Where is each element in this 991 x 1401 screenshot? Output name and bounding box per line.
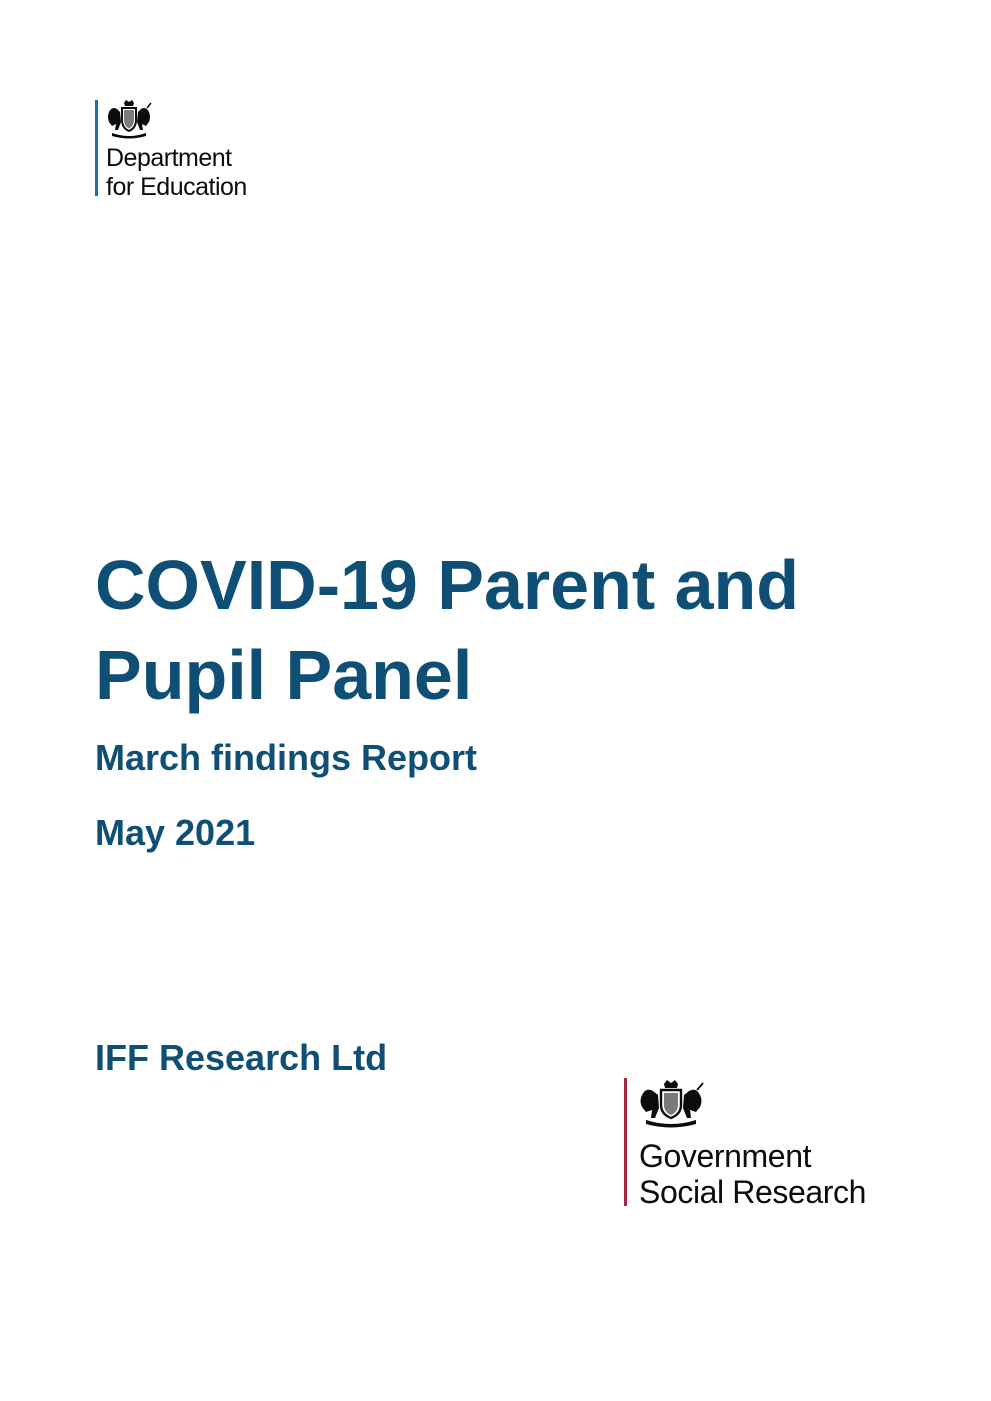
department-for-education-logo [95,100,295,200]
publication-date: May 2021 [95,812,256,853]
logo-text [639,1138,866,1210]
report-author: IFF Research Ltd [95,1037,388,1078]
report-title: COVID-19 Parent and Pupil Panel [95,546,800,714]
royal-coat-of-arms-icon [106,100,152,140]
logo-line-for-education: for Education [106,173,247,201]
logo-text [106,144,247,202]
government-social-research-logo [624,1078,914,1208]
logo-line-government: Government [639,1138,812,1174]
logo-line-social-research: Social Research [639,1174,867,1210]
report-subtitle: March findings Report [95,737,478,778]
royal-coat-of-arms-icon [638,1080,704,1128]
logo-divider-bar [624,1078,627,1206]
logo-divider-bar [95,100,98,196]
logo-line-department: Department [106,144,232,172]
